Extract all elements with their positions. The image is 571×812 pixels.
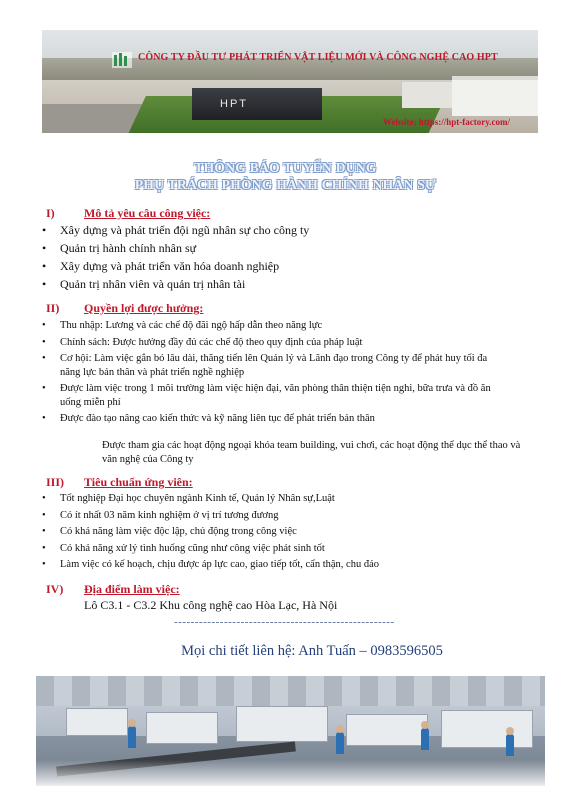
benefits-extra-text: Được tham gia các hoạt động ngoại khóa team building, vui chơi, các hoạt động thể dục thể thao và văn nghệ của Công ty (102, 440, 521, 465)
company-logo-icon (112, 52, 132, 68)
list-item: • Làm việc có kế hoạch, chịu được áp lực cao, giao tiếp tốt, cẩn thận, chu đáo (42, 558, 502, 572)
banner-building-main (192, 88, 322, 120)
benefits-list (42, 319, 492, 429)
position-title: PHỤ TRÁCH PHÒNG HÀNH CHÍNH NHÂN SỰ (134, 177, 437, 192)
job-description-list (42, 222, 309, 294)
list-item: • Được đào tạo nâng cao kiến thức và kỹ năng liên tục để phát triển bản thân (42, 412, 492, 426)
section-heading: Quyền lợi được hưởng: (84, 301, 204, 315)
list-item: • Quản trị nhân viên và quản trị nhân tài (42, 276, 309, 292)
work-address: Lô C3.1 - C3.2 Khu công nghệ cao Hòa Lạc, Hà Nội (84, 598, 338, 612)
section-number: II) (46, 301, 60, 315)
contact-info: Mọi chi tiết liên hệ: Anh Tuấn – 0983596505 (181, 643, 443, 659)
factory-worker (421, 728, 429, 750)
photo-fade (36, 760, 545, 790)
section-number: I) (46, 206, 55, 220)
list-item: • Cơ hội: Làm việc gắn bó lâu dài, thăng tiến lên Quản lý và Lãnh đạo trong Công ty để phát huy tối đa năng lực bản thân và phát triển nghề nghiệp (42, 352, 492, 379)
banner-building-white (452, 76, 538, 116)
list-item: • Xây dựng và phát triển văn hóa doanh nghiệp (42, 258, 309, 274)
list-item: • Được làm việc trong 1 môi trường làm việc hiện đại, văn phòng thân thiện tiện nghi, bữa trưa và đồ ăn uống miễn phí (42, 382, 492, 409)
section-number: III) (46, 475, 65, 489)
factory-worker (128, 726, 136, 748)
list-item: • Xây dựng và phát triển đội ngũ nhân sự cho công ty (42, 222, 309, 238)
factory-machine (66, 708, 128, 736)
section-heading: Địa điểm làm việc: (84, 582, 180, 596)
section-heading: Mô tả yêu câu công việc: (84, 206, 211, 220)
factory-machine (146, 712, 218, 744)
list-item: • Chính sách: Được hưởng đầy đủ các chế độ theo quy định của pháp luật (42, 336, 492, 350)
section-heading: Tiêu chuẩn ứng viên: (84, 475, 193, 489)
factory-machine (236, 706, 328, 742)
factory-machine (441, 710, 533, 748)
factory-machine (346, 714, 428, 746)
separator-line: ----------------------------------------------------- (174, 616, 395, 628)
factory-worker (336, 732, 344, 754)
list-item: • Có khả năng xử lý tình huống cũng như công việc phát sinh tốt (42, 542, 502, 556)
company-name: CÔNG TY ĐẦU TƯ PHÁT TRIỂN VẬT LIỆU MỚI VÀ CÔNG NGHỆ CAO HPT (138, 52, 498, 63)
company-website[interactable]: Website: https://hpt-factory.com/ (383, 117, 510, 127)
header-banner-image (42, 30, 538, 133)
requirements-list (42, 492, 502, 575)
list-item: • Quản trị hành chính nhân sự (42, 240, 309, 256)
announcement-title: THÔNG BÁO TUYỂN DỤNG (194, 160, 377, 175)
list-item: • Tốt nghiệp Đại học chuyên ngành Kinh tế, Quản lý Nhân sự,Luật (42, 492, 502, 506)
section-number: IV) (46, 582, 64, 596)
list-item: • Thu nhập: Lương và các chế độ đãi ngộ hấp dẫn theo năng lực (42, 319, 492, 333)
factory-worker (506, 734, 514, 756)
list-item: • Có khả năng làm việc độc lập, chủ động trong công việc (42, 525, 502, 539)
building-sign: HPT (220, 98, 248, 110)
factory-roof (36, 676, 545, 706)
list-item: • Có ít nhất 03 năm kinh nghiệm ở vị trí tương đương (42, 509, 502, 523)
